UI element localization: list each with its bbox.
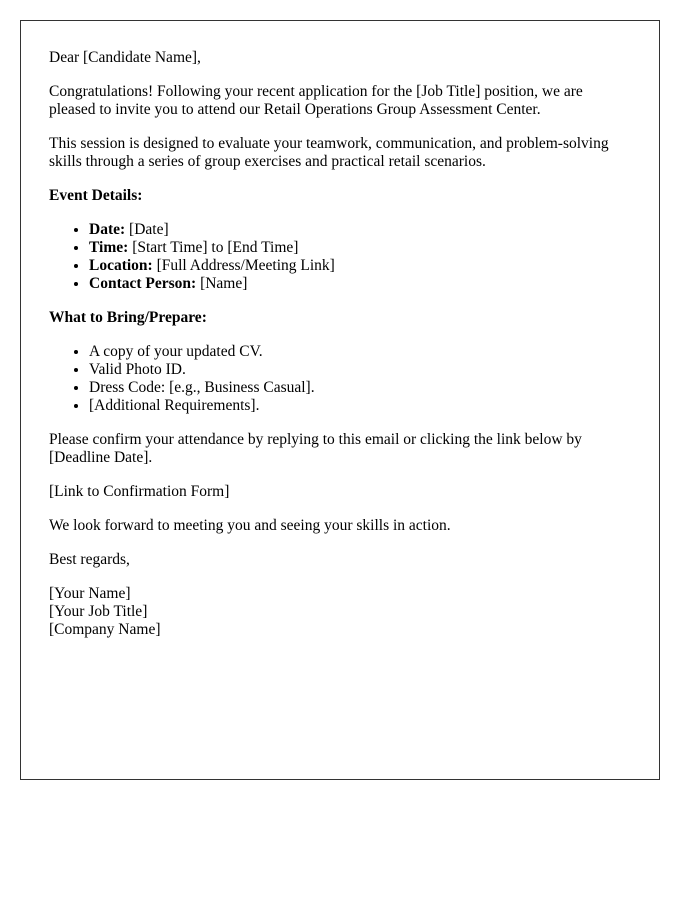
letter-body xyxy=(20,20,660,780)
signature-company: [Company Name] xyxy=(49,621,161,638)
event-details-heading: Event Details: xyxy=(49,187,143,204)
bring-item: • Valid Photo ID. xyxy=(89,361,631,379)
bring-item: • Dress Code: [e.g., Business Casual]. xyxy=(89,379,631,397)
event-detail-label: Time: xyxy=(89,239,129,256)
closing-note: We look forward to meeting you and seeing your skills in action. xyxy=(49,517,451,534)
confirm-paragraph: Please confirm your attendance by replying to this email or clicking the link below by [Deadline Date]. xyxy=(49,431,582,466)
event-detail-location xyxy=(89,257,631,275)
bring-item: • [Additional Requirements]. xyxy=(89,397,631,415)
purpose-paragraph: This session is designed to evaluate your teamwork, communication, and problem-solving skills through a series of group exercises and practical retail scenarios. xyxy=(49,135,609,170)
bring-heading: What to Bring/Prepare: xyxy=(49,309,207,326)
bring-list xyxy=(49,343,631,415)
signoff: Best regards, xyxy=(49,551,130,568)
confirmation-link[interactable]: [Link to Confirmation Form] xyxy=(49,483,230,500)
event-detail-value: [Name] xyxy=(196,275,248,292)
event-detail-label: Date: xyxy=(89,221,126,238)
event-detail-date xyxy=(89,221,631,239)
event-detail-label: Location: xyxy=(89,257,153,274)
signature-block xyxy=(49,585,631,639)
event-detail-value: [Date] xyxy=(125,221,169,238)
event-detail-value: [Full Address/Meeting Link] xyxy=(152,257,335,274)
event-detail-contact xyxy=(89,275,631,293)
signature-title: [Your Job Title] xyxy=(49,603,148,620)
event-detail-value: [Start Time] to [End Time] xyxy=(128,239,299,256)
event-details-list xyxy=(49,221,631,293)
event-detail-label: Contact Person: xyxy=(89,275,197,292)
intro-paragraph: Congratulations! Following your recent application for the [Job Title] position, we are pleased to invite you to attend our Retail Operations Group Assessment Center. xyxy=(49,83,583,118)
bring-item: • A copy of your updated CV. xyxy=(89,343,631,361)
salutation: Dear [Candidate Name], xyxy=(49,49,201,66)
signature-name: [Your Name] xyxy=(49,585,131,602)
event-detail-time xyxy=(89,239,631,257)
